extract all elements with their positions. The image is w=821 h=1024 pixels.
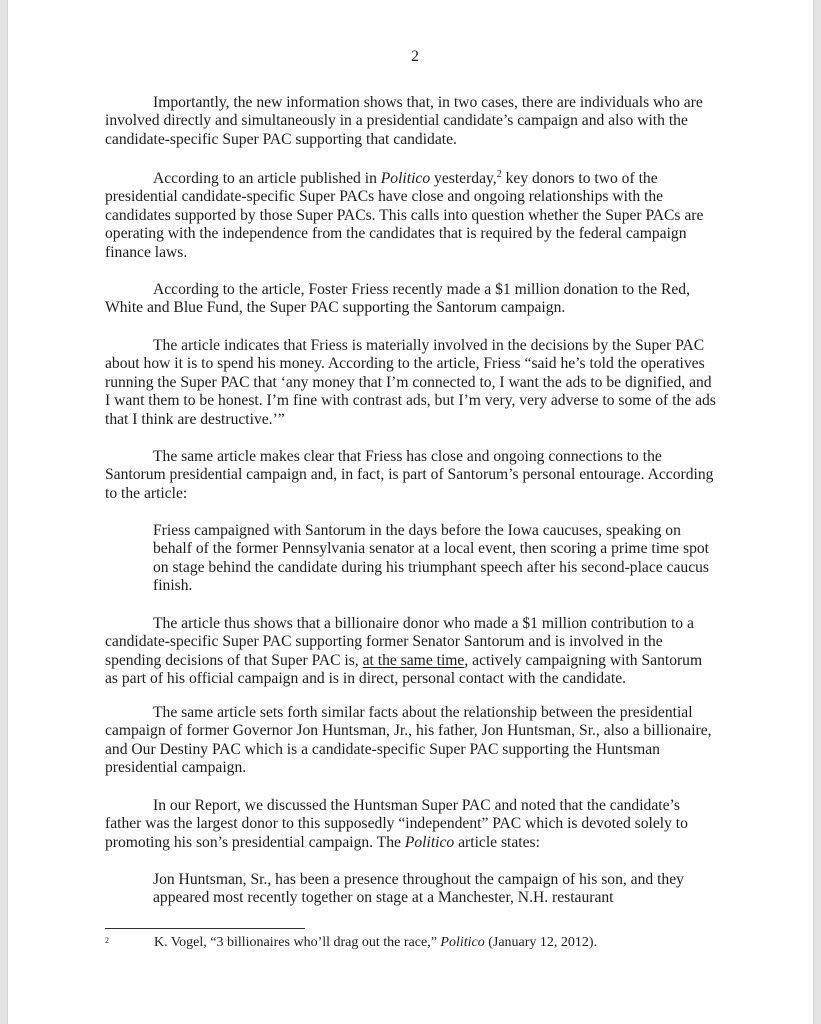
paragraph-friess-connections (105, 448, 717, 503)
paragraph-text: According to the article, Foster Friess recently made a $1 million donation to the Red, White and Blue Fund, the Super PAC supporting the Santorum campaign. (105, 281, 690, 317)
footnote-citation: K. Vogel, “3 billionaires who’ll drag out the race,” (154, 935, 441, 950)
paragraph-friess-donation (105, 281, 717, 318)
paragraph-text: Importantly, the new information shows that, in two cases, there are individuals who are involved directly and simultaneously in a presidential candidate’s campaign and also with the candidate-specific Super PAC supporting that candidate. (105, 94, 703, 148)
publication-title: Politico (404, 833, 455, 851)
paragraph-text: The same article sets forth similar facts about the relationship between the presidential campaign of former Governor Jon Huntsman, Jr., his father, Jon Huntsman, Sr., also a billionaire, and Our Destiny PAC which is a candidate-specific Super PAC supporting the Huntsman presidential campaign. (105, 704, 712, 777)
paragraph-text: The article indicates that Friess is materially involved in the decisions by the Super PAC about how it is to spend his money. According to the article, Friess “said he’s told the operatives running the Super PAC that ‘any money that I’m connected to, I want the ads to be dignified, and I want them to be honest. I’m fine with contrast ads, but I’m very, very adverse to some of the ads that I think are destructive.’” (105, 337, 716, 428)
paragraph-article-shows (105, 615, 717, 689)
paragraph-text: The article thus shows that a billionaire donor who made a $1 million contribution to a candidate-specific Super PAC supporting former Senator Santorum and is involved in the spending decisions of that Super PAC is, (105, 615, 694, 669)
block-quote-huntsman (153, 871, 713, 908)
paragraph-friess-involvement (105, 337, 717, 429)
publication-title: Politico (380, 170, 431, 187)
footnote-date: (January 12, 2012). (484, 935, 598, 950)
paragraph-text: In our Report, we discussed the Huntsman Super PAC and noted that the candidate’s father was the largest donor to this supposedly “independent” PAC which is devoted solely to promoting his son’s presidential campaign. The (105, 797, 688, 851)
paragraph-huntsman-facts (105, 704, 717, 778)
paragraph-text: The same article makes clear that Friess has close and ongoing connections to the Santorum presidential campaign and, in fact, is part of Santorum’s personal entourage. According to the article: (105, 448, 714, 502)
footnote-text (154, 934, 597, 952)
block-quote-friess (153, 522, 713, 596)
paragraph-text: , actively campaigning with Santorum as part of his official campaign and is in direct, personal contact with the candidate. (105, 651, 703, 688)
emphasis-underline: at the same time (362, 651, 465, 669)
footnote-mark: 2 (105, 936, 109, 945)
quote-text: Friess campaigned with Santorum in the days before the Iowa caucuses, speaking on behalf of the former Pennsylvania senator at a local event, then scoring a prime time spot on stage behind the candidate during his triumphant speech after his second-place caucus finish. (153, 522, 709, 595)
paragraph-text: yesterday, (430, 170, 497, 187)
page-number: 2 (411, 48, 419, 65)
paragraph-politico-article (105, 170, 717, 262)
footnote-publication: Politico (440, 935, 485, 950)
footnote-divider (105, 928, 305, 929)
paragraph-our-report (105, 797, 717, 852)
footnote-reference[interactable]: 2 (496, 169, 502, 180)
document-page (7, 0, 814, 1024)
paragraph-text: key donors to two of the presidential candidate-specific Super PACs have close and ongoing relationships with the candidates supported by those Super PACs. This calls into question whether the Super PACs are operating with the independence from the candidates that is required by the federal campaign finance laws. (105, 170, 704, 261)
paragraph-text: According to an article published in (153, 170, 381, 187)
paragraph-text: article states: (454, 833, 540, 851)
quote-text: Jon Huntsman, Sr., has been a presence throughout the campaign of his son, and they appeared most recently together on stage at a Manchester, N.H. restaurant (153, 871, 684, 907)
paragraph-importantly (105, 94, 717, 149)
